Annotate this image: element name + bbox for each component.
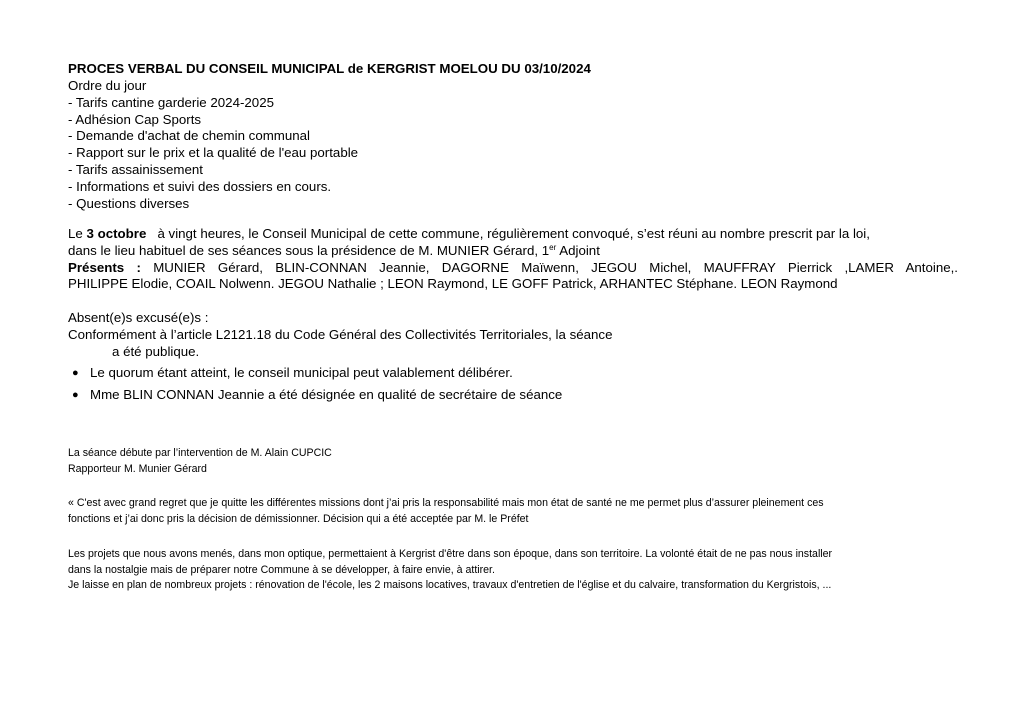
session-line2-end: Adjoint (556, 242, 600, 258)
agenda-item: - Questions diverses (68, 195, 190, 211)
bullet-icon: ● (72, 367, 79, 379)
intervention-line-1: La séance débute par l’intervention de M. Alain CUPCIC (68, 447, 332, 459)
quote-line-1: « C'est avec grand regret que je quitte les différentes missions dont j’ai pris la responsabilité mais mon état de santé ne me permet plus d’assurer pleinement ces (68, 497, 824, 509)
presents-names-1: MUNIER Gérard, BLIN-CONNAN Jeannie, DAGORNE Maïwenn, JEGOU Michel, MAUFFRAY Pierrick ,LAMER Antoine,. (153, 259, 959, 275)
session-line-1 (68, 226, 958, 243)
presents-label: Présents : (68, 259, 141, 275)
quote-block (68, 496, 824, 527)
bullet-icon: ● (72, 389, 79, 401)
bullet-list (68, 362, 562, 406)
list-item (68, 384, 562, 406)
list-item (68, 362, 562, 384)
agenda-item: - Tarifs cantine garderie 2024-2025 (68, 94, 274, 110)
agenda-item: - Rapport sur le prix et la qualité de l'eau portable (68, 145, 359, 161)
quote-line-2: fonctions et j’ai donc pris la décision de démissionner. Décision qui a été acceptée par M. le Préfet (68, 512, 529, 525)
page-title: PROCES VERBAL DU CONSEIL MUNICIPAL de KERGRIST MOELOU DU 03/10/2024 (68, 61, 591, 76)
bullet-text: Le quorum étant atteint, le conseil municipal peut valablement délibérer. (90, 365, 513, 380)
session-line1-rest: à vingt heures, le Conseil Municipal de cette commune, régulièrement convoqué, s’est réuni au nombre prescrit par la loi, (157, 226, 870, 241)
ordinal-superscript: er (549, 242, 557, 252)
absent-section (68, 310, 612, 360)
agenda-item: - Adhésion Cap Sports (68, 111, 202, 127)
absent-label: Absent(e)s excusé(e)s : (68, 310, 209, 325)
presents-names-2: PHILIPPE Elodie, COAIL Nolwenn. JEGOU Nathalie ; LEON Raymond, LE GOFF Patrick, ARHANTEC Stéphane. LEON Raymond (68, 276, 838, 292)
agenda-item: - Tarifs assainissement (68, 161, 203, 177)
projects-line-3: Je laisse en plan de nombreux projets : rénovation de l'école, les 2 maisons locatives, travaux d'entretien de l'église et du calvaire, transformation du Kergristois, ... (68, 579, 832, 592)
agenda-section (68, 78, 358, 212)
publique-text: a été publique. (112, 343, 200, 359)
agenda-item: - Informations et suivi des dossiers en cours. (68, 178, 332, 194)
projects-line-2: dans la nostalgie mais de préparer notre Commune à se développer, à faire envie, à attirer. (68, 563, 495, 576)
intervention-block (68, 446, 332, 477)
agenda-heading: Ordre du jour (68, 78, 147, 93)
session-paragraph (68, 226, 958, 293)
projects-line-1: Les projets que nous avons menés, dans mon optique, permettaient à Kergrist d'être dans son époque, dans son territoire. La volonté était de ne pas nous installer (68, 548, 833, 560)
session-line2-text: dans le lieu habituel de ses séances sous la présidence de M. MUNIER Gérard, 1 (68, 242, 550, 258)
intervention-line-2: Rapporteur M. Munier Gérard (68, 462, 207, 475)
session-le: Le (68, 226, 83, 241)
projects-block (68, 547, 832, 594)
session-date: 3 octobre (86, 226, 147, 241)
session-line-2 (68, 243, 958, 260)
conformement-text: Conformément à l’article L2121.18 du Code Général des Collectivités Territoriales, la séance (68, 326, 613, 342)
presents-line-1 (68, 260, 958, 277)
agenda-item: - Demande d'achat de chemin communal (68, 128, 311, 144)
bullet-text: Mme BLIN CONNAN Jeannie a été désignée en qualité de secrétaire de séance (90, 387, 563, 402)
